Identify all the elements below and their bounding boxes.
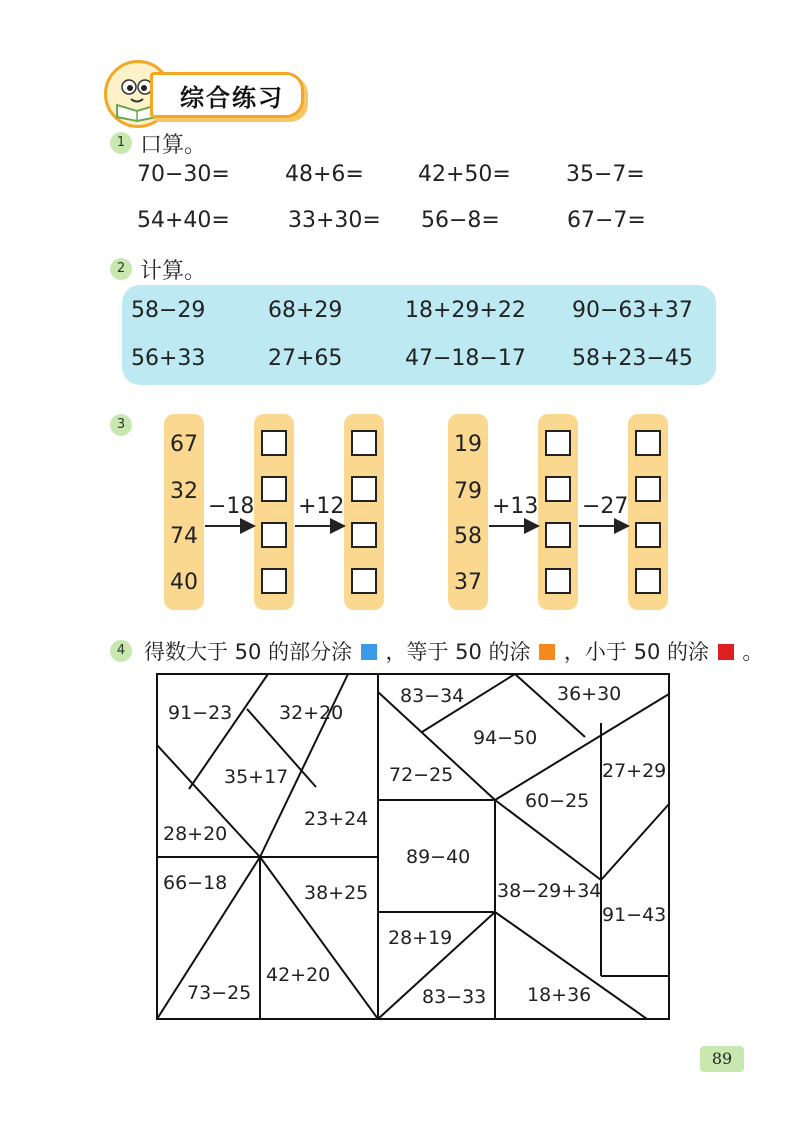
page-number: 89 xyxy=(700,1046,744,1072)
mental-math-item: 54+40= xyxy=(137,208,230,233)
input-number: 37 xyxy=(454,570,482,595)
puzzle-cell[interactable]: 28+20 xyxy=(163,823,228,845)
operation-label: +13 xyxy=(492,494,539,519)
page-title: 综合练习 xyxy=(180,84,284,112)
question-number: 3 xyxy=(110,414,132,436)
input-number: 79 xyxy=(454,479,482,504)
operation-label: −18 xyxy=(208,494,255,519)
operation-label: −27 xyxy=(582,494,629,519)
input-number: 19 xyxy=(454,432,482,457)
puzzle-cell[interactable]: 28+19 xyxy=(388,927,453,949)
mental-math-item: 33+30= xyxy=(288,208,381,233)
puzzle-cell[interactable]: 23+24 xyxy=(304,808,369,830)
puzzle-cell[interactable]: 42+20 xyxy=(266,964,331,986)
instruction-part: 。 xyxy=(742,640,764,664)
mental-math-item: 56−8= xyxy=(421,208,500,233)
puzzle-cell[interactable]: 72−25 xyxy=(389,764,454,786)
puzzle-cell[interactable]: 38+25 xyxy=(304,882,369,904)
puzzle-cell[interactable]: 91−43 xyxy=(602,904,667,926)
puzzle-cell[interactable]: 32+20 xyxy=(279,702,344,724)
puzzle-cell[interactable]: 91−23 xyxy=(168,702,233,724)
calc-item: 18+29+22 xyxy=(405,298,526,323)
input-number: 40 xyxy=(170,570,198,595)
instruction-part: 得数大于 50 的部分涂 xyxy=(144,640,353,664)
puzzle-cell[interactable]: 36+30 xyxy=(557,683,622,705)
puzzle-cell[interactable]: 18+36 xyxy=(527,984,592,1006)
mental-math-item: 48+6= xyxy=(285,162,364,187)
calc-item: 68+29 xyxy=(268,298,343,323)
input-number: 58 xyxy=(454,524,482,549)
mental-math-item: 70−30= xyxy=(137,162,230,187)
puzzle-cell[interactable]: 83−33 xyxy=(422,986,487,1008)
calc-item: 90−63+37 xyxy=(572,298,693,323)
calc-item: 58−29 xyxy=(131,298,206,323)
calc-item: 56+33 xyxy=(131,346,206,371)
input-number: 67 xyxy=(170,432,198,457)
question-number: 1 xyxy=(110,132,132,154)
calc-item: 58+23−45 xyxy=(572,346,693,371)
puzzle-cell[interactable]: 73−25 xyxy=(187,982,252,1004)
mental-math-item: 35−7= xyxy=(566,162,645,187)
puzzle-cell[interactable]: 89−40 xyxy=(406,846,471,868)
question-number: 2 xyxy=(110,258,132,280)
puzzle-cell[interactable]: 83−34 xyxy=(400,685,465,707)
puzzle-cell[interactable]: 94−50 xyxy=(473,727,538,749)
instruction-part: ，小于 50 的涂 xyxy=(563,640,709,664)
question-title: 计算。 xyxy=(140,259,207,284)
question-title: 口算。 xyxy=(140,133,207,158)
input-number: 32 xyxy=(170,479,198,504)
puzzle-cell[interactable]: 66−18 xyxy=(163,872,228,894)
input-number: 74 xyxy=(170,524,198,549)
puzzle-cell[interactable]: 60−25 xyxy=(525,790,590,812)
calc-item: 47−18−17 xyxy=(405,346,526,371)
mental-math-item: 42+50= xyxy=(418,162,511,187)
operation-label: +12 xyxy=(298,494,345,519)
puzzle-cell[interactable]: 35+17 xyxy=(224,766,289,788)
mental-math-item: 67−7= xyxy=(567,208,646,233)
puzzle-cell[interactable]: 27+29 xyxy=(602,760,667,782)
calc-item: 27+65 xyxy=(268,346,343,371)
puzzle-cell[interactable]: 38−29+34 xyxy=(497,880,602,902)
question-number: 4 xyxy=(110,640,132,662)
instruction-part: ，等于 50 的涂 xyxy=(385,640,531,664)
